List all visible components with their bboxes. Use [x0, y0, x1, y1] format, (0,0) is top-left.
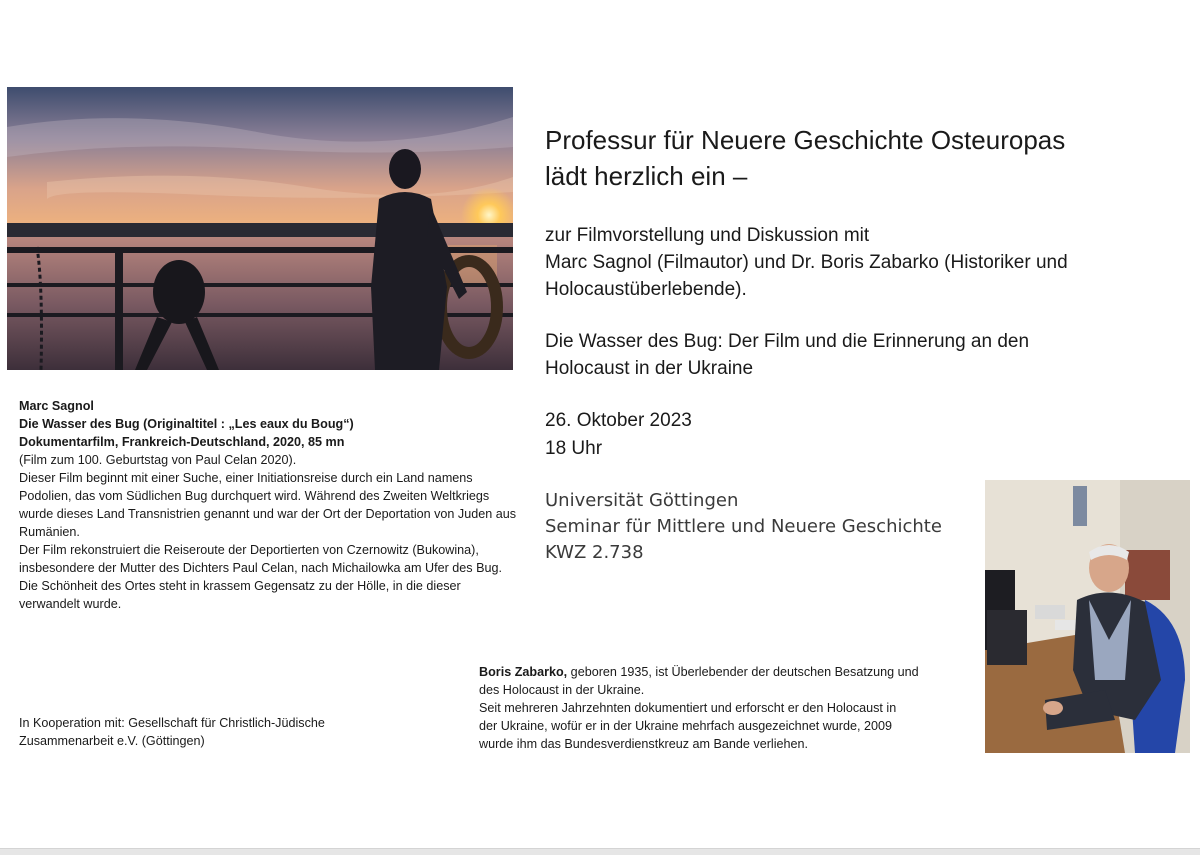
bio-line-5: wurde ihm das Bundesverdienstkreuz am Bande verliehen.	[479, 737, 809, 751]
cooperation-note: In Kooperation mit: Gesellschaft für Christlich-Jüdische Zusammenarbeit e.V. (Göttingen)	[19, 716, 325, 748]
film-paragraph-2: Der Film rekonstruiert die Reiseroute der Deportierten von Czernowitz (Bukowina), insbesondere der Mutter des Dichters Paul Celan, nach Michailowka am Ufer des Bug. Die Schönheit des Ortes steht in krassem Gegensatz zu der Hölle, in die dieser verwandelt wurde.	[19, 543, 502, 611]
film-original-title: Die Wasser des Bug (Originaltitel : „Les eaux du Boug“)	[19, 417, 354, 431]
event-time: 18 Uhr	[545, 438, 603, 459]
invitation-line-3: Holocaustüberlebende).	[545, 279, 747, 300]
headline	[545, 122, 1165, 194]
talk-title-line-1: Die Wasser des Bug: Der Film und die Erinnerung an den	[545, 331, 1030, 352]
sunset-river-image	[7, 87, 513, 370]
venue-line-3: KWZ 2.738	[545, 542, 644, 563]
bio-line-3: Seit mehreren Jahrzehnten dokumentiert und erforscht er den Holocaust in	[479, 701, 897, 715]
invitation-text	[545, 222, 1165, 303]
venue-line-2: Seminar für Mittlere und Neuere Geschichte	[545, 516, 942, 537]
film-description	[19, 397, 519, 613]
film-still-photo	[7, 87, 513, 370]
event-date: 26. Oktober 2023	[545, 410, 692, 431]
headline-line-2: lädt herzlich ein –	[545, 161, 748, 191]
film-meta: Dokumentarfilm, Frankreich-Deutschland, 2020, 85 mn	[19, 435, 345, 449]
headline-line-1: Professur für Neuere Geschichte Osteuropas	[545, 125, 1066, 155]
film-author: Marc Sagnol	[19, 399, 94, 413]
bio-line-4: der Ukraine, wofür er in der Ukraine mehrfach ausgezeichnet wurde, 2009	[479, 719, 893, 733]
zabarko-biography	[479, 663, 959, 753]
event-date-time	[545, 407, 692, 463]
venue	[545, 488, 942, 566]
invitation-line-2: Marc Sagnol (Filmautor) und Dr. Boris Zabarko (Historiker und	[545, 252, 1068, 273]
portrait-image	[985, 480, 1190, 753]
bio-line-2: des Holocaust in der Ukraine.	[479, 683, 645, 697]
bio-line-1	[479, 663, 959, 681]
bio-line-1-text: geboren 1935, ist Überlebender der deutschen Besatzung und	[567, 665, 919, 679]
bottom-divider	[0, 848, 1200, 855]
portrait-photo	[985, 480, 1190, 753]
talk-title-line-2: Holocaust in der Ukraine	[545, 358, 754, 379]
venue-line-1: Universität Göttingen	[545, 490, 739, 511]
film-paragraph-1: Dieser Film beginnt mit einer Suche, einer Initiationsreise durch ein Land namens Podolien, das vom Südlichen Bug durchquert wird. Während des Zweiten Weltkriegs wurde dieses Land Transnistrien genannt und war der Ort der Deportation von Juden aus Rumänien.	[19, 471, 517, 539]
talk-title	[545, 328, 1165, 382]
bio-name: Boris Zabarko,	[479, 665, 568, 679]
film-occasion: (Film zum 100. Geburtstag von Paul Celan 2020).	[19, 453, 297, 467]
invitation-line-1: zur Filmvorstellung und Diskussion mit	[545, 225, 870, 246]
